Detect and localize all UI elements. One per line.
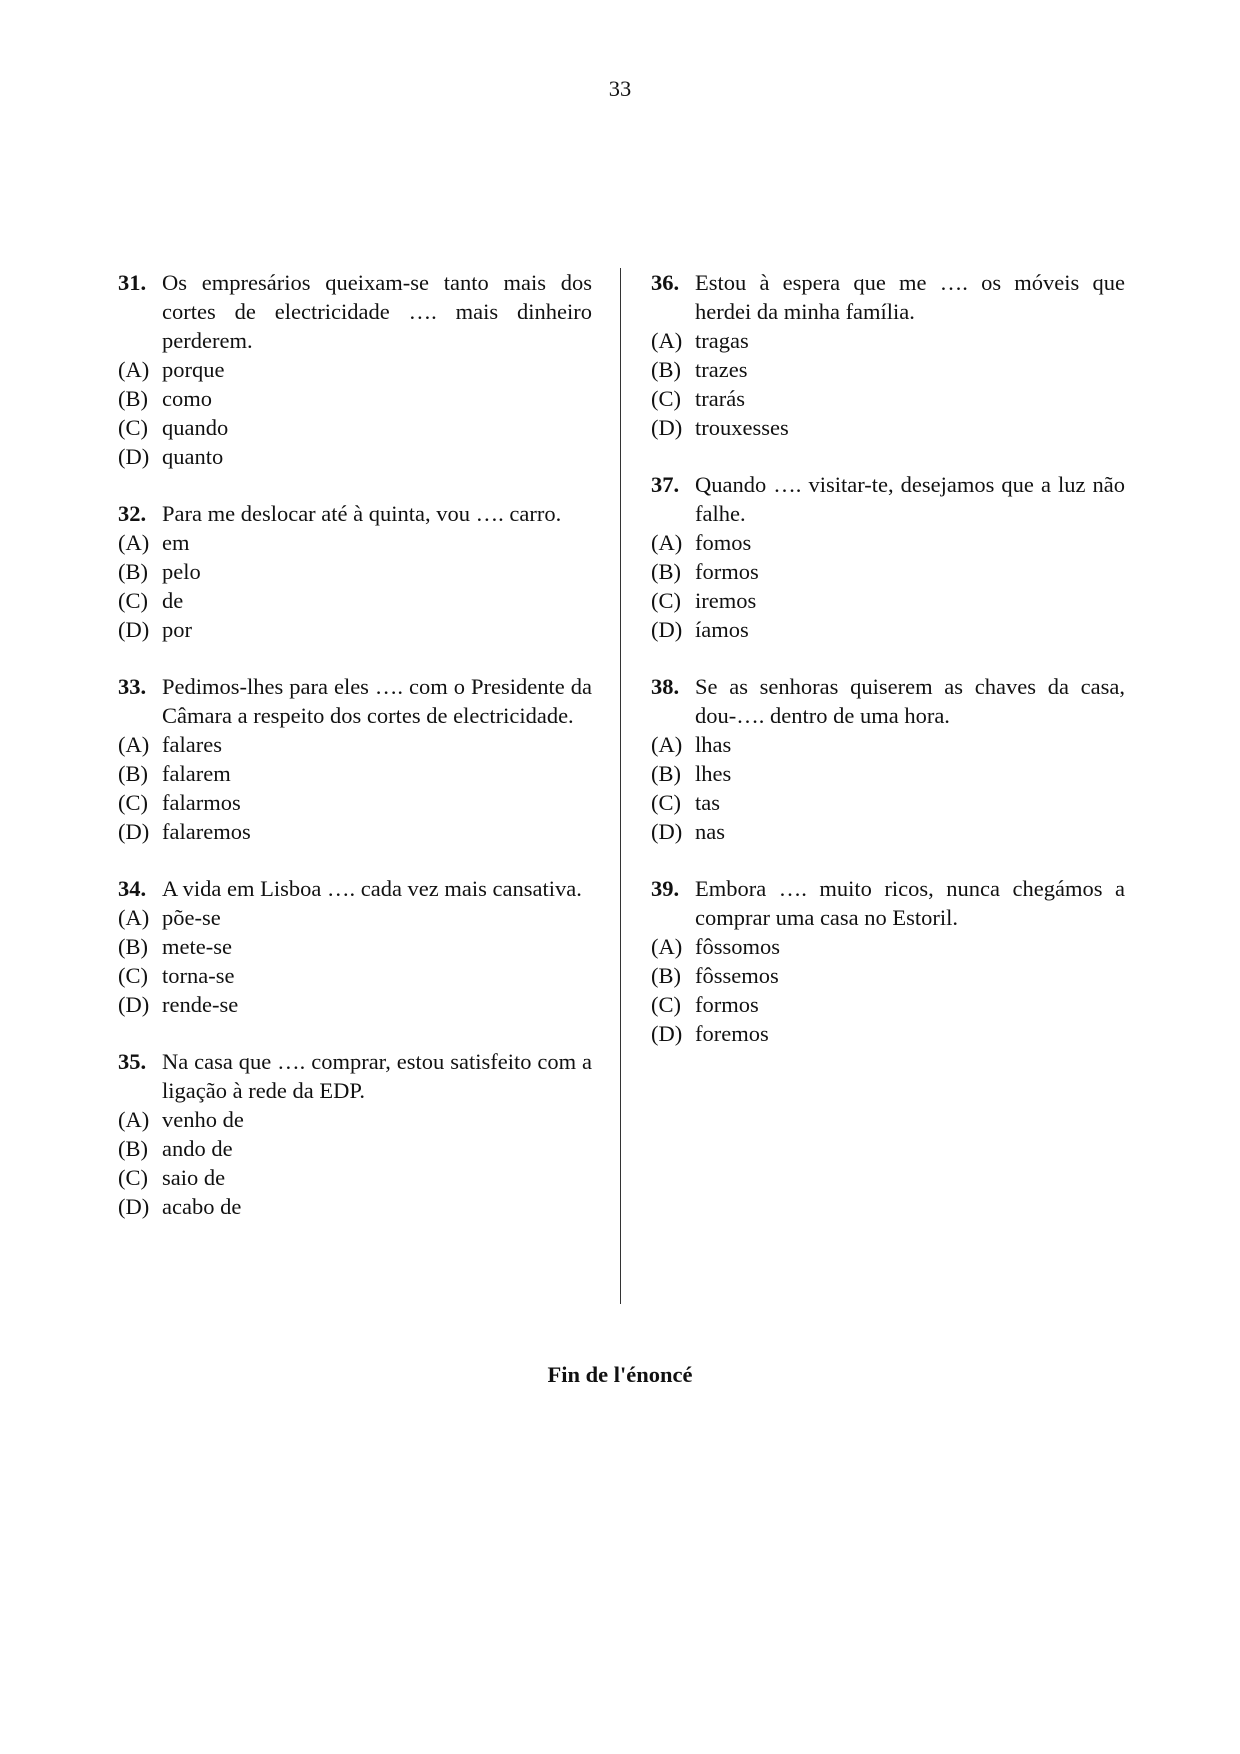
option-text: fôssomos — [695, 934, 781, 959]
option-text: iremos — [695, 588, 757, 613]
question-text: Se as senhoras quiserem as chaves da casa, dou-…. dentro de uma hora. — [695, 674, 1125, 728]
option-c — [118, 586, 592, 615]
option-a — [118, 903, 592, 932]
option-letter: (D) — [118, 819, 150, 844]
option-letter: (A) — [651, 732, 683, 757]
option-text: em — [162, 530, 190, 555]
question-number: 37. — [651, 472, 680, 497]
question-38 — [651, 672, 1125, 846]
right-column — [651, 268, 1125, 1076]
question-number: 36. — [651, 270, 680, 295]
question-35 — [118, 1047, 592, 1221]
option-text: íamos — [695, 617, 749, 642]
option-letter: (D) — [651, 819, 683, 844]
option-d — [118, 442, 592, 471]
option-letter: (A) — [118, 530, 150, 555]
option-d — [118, 817, 592, 846]
option-text: fomos — [695, 530, 752, 555]
option-letter: (B) — [118, 761, 148, 786]
option-text: lhes — [695, 761, 732, 786]
option-text: porque — [162, 357, 225, 382]
option-letter: (D) — [118, 617, 150, 642]
question-37 — [651, 470, 1125, 644]
option-letter: (D) — [651, 617, 683, 642]
question-33 — [118, 672, 592, 846]
question-text: Para me deslocar até à quinta, vou …. carro. — [162, 501, 562, 526]
option-a — [651, 326, 1125, 355]
question-text: Os empresários queixam-se tanto mais dos cortes de electricidade …. mais dinheiro perderem. — [162, 270, 592, 353]
option-d — [118, 990, 592, 1019]
option-d — [118, 1192, 592, 1221]
question-text: Na casa que …. comprar, estou satisfeito com a ligação à rede da EDP. — [162, 1049, 592, 1103]
option-text: põe-se — [162, 905, 221, 930]
option-letter: (D) — [651, 415, 683, 440]
question-text: Pedimos-lhes para eles …. com o Presidente da Câmara a respeito dos cortes de electricidade. — [162, 674, 592, 728]
option-text: trazes — [695, 357, 748, 382]
option-text: lhas — [695, 732, 732, 757]
question-39 — [651, 874, 1125, 1048]
option-c — [651, 990, 1125, 1019]
option-text: falaremos — [162, 819, 251, 844]
option-letter: (D) — [118, 1194, 150, 1219]
option-letter: (A) — [651, 328, 683, 353]
left-column — [118, 268, 592, 1249]
option-b — [651, 759, 1125, 788]
option-text: acabo de — [162, 1194, 242, 1219]
option-c — [118, 1163, 592, 1192]
option-letter: (C) — [118, 588, 148, 613]
option-text: torna-se — [162, 963, 235, 988]
option-b — [651, 961, 1125, 990]
option-b — [118, 759, 592, 788]
option-letter: (A) — [118, 732, 150, 757]
option-letter: (B) — [651, 559, 681, 584]
option-letter: (B) — [118, 559, 148, 584]
option-a — [118, 730, 592, 759]
option-text: rende-se — [162, 992, 239, 1017]
option-text: pelo — [162, 559, 201, 584]
option-text: saio de — [162, 1165, 226, 1190]
option-text: mete-se — [162, 934, 232, 959]
question-36 — [651, 268, 1125, 442]
option-letter: (C) — [118, 963, 148, 988]
question-text: Estou à espera que me …. os móveis que herdei da minha família. — [695, 270, 1125, 324]
option-letter: (A) — [118, 1107, 150, 1132]
option-d — [118, 615, 592, 644]
option-letter: (D) — [651, 1021, 683, 1046]
option-letter: (C) — [118, 790, 148, 815]
option-b — [651, 557, 1125, 586]
option-c — [118, 413, 592, 442]
option-letter: (C) — [651, 992, 681, 1017]
question-34 — [118, 874, 592, 1019]
option-letter: (C) — [651, 588, 681, 613]
option-d — [651, 413, 1125, 442]
option-letter: (D) — [118, 992, 150, 1017]
option-text: formos — [695, 992, 759, 1017]
option-a — [118, 528, 592, 557]
option-text: por — [162, 617, 192, 642]
option-letter: (D) — [118, 444, 150, 469]
question-number: 38. — [651, 674, 680, 699]
option-text: falarmos — [162, 790, 241, 815]
option-text: falares — [162, 732, 222, 757]
option-text: foremos — [695, 1021, 769, 1046]
option-letter: (C) — [651, 790, 681, 815]
option-letter: (B) — [118, 1136, 148, 1161]
option-letter: (B) — [118, 934, 148, 959]
option-b — [118, 557, 592, 586]
option-a — [118, 355, 592, 384]
option-d — [651, 615, 1125, 644]
option-text: ando de — [162, 1136, 233, 1161]
option-a — [651, 932, 1125, 961]
option-b — [118, 932, 592, 961]
option-a — [651, 528, 1125, 557]
option-text: como — [162, 386, 212, 411]
end-of-statement: Fin de l'énoncé — [547, 1362, 693, 1387]
option-text: fôssemos — [695, 963, 779, 988]
option-d — [651, 1019, 1125, 1048]
option-letter: (B) — [118, 386, 148, 411]
option-b — [118, 384, 592, 413]
question-text: A vida em Lisboa …. cada vez mais cansativa. — [162, 876, 582, 901]
option-b — [651, 355, 1125, 384]
option-a — [651, 730, 1125, 759]
option-letter: (A) — [118, 357, 150, 382]
question-31 — [118, 268, 592, 471]
option-letter: (C) — [651, 386, 681, 411]
option-text: tragas — [695, 328, 749, 353]
question-number: 31. — [118, 270, 147, 295]
option-a — [118, 1105, 592, 1134]
question-number: 35. — [118, 1049, 147, 1074]
option-c — [651, 586, 1125, 615]
option-c — [651, 788, 1125, 817]
option-letter: (A) — [118, 905, 150, 930]
question-text: Embora …. muito ricos, nunca chegámos a comprar uma casa no Estoril. — [695, 876, 1125, 930]
question-number: 34. — [118, 876, 147, 901]
option-text: quando — [162, 415, 229, 440]
option-letter: (C) — [118, 415, 148, 440]
option-letter: (C) — [118, 1165, 148, 1190]
option-text: quanto — [162, 444, 224, 469]
option-text: trouxesses — [695, 415, 789, 440]
option-text: nas — [695, 819, 725, 844]
option-text: trarás — [695, 386, 745, 411]
option-text: tas — [695, 790, 720, 815]
option-d — [651, 817, 1125, 846]
question-number: 33. — [118, 674, 147, 699]
page-number: 33 — [608, 76, 632, 101]
option-c — [118, 961, 592, 990]
option-text: formos — [695, 559, 759, 584]
option-letter: (B) — [651, 357, 681, 382]
option-letter: (B) — [651, 761, 681, 786]
option-letter: (A) — [651, 934, 683, 959]
question-32 — [118, 499, 592, 644]
option-c — [118, 788, 592, 817]
question-text: Quando …. visitar-te, desejamos que a luz não falhe. — [695, 472, 1125, 526]
option-text: falarem — [162, 761, 231, 786]
option-letter: (A) — [651, 530, 683, 555]
option-text: venho de — [162, 1107, 244, 1132]
option-b — [118, 1134, 592, 1163]
question-number: 32. — [118, 501, 147, 526]
column-divider — [620, 268, 621, 1304]
option-text: de — [162, 588, 184, 613]
option-c — [651, 384, 1125, 413]
question-number: 39. — [651, 876, 680, 901]
option-letter: (B) — [651, 963, 681, 988]
